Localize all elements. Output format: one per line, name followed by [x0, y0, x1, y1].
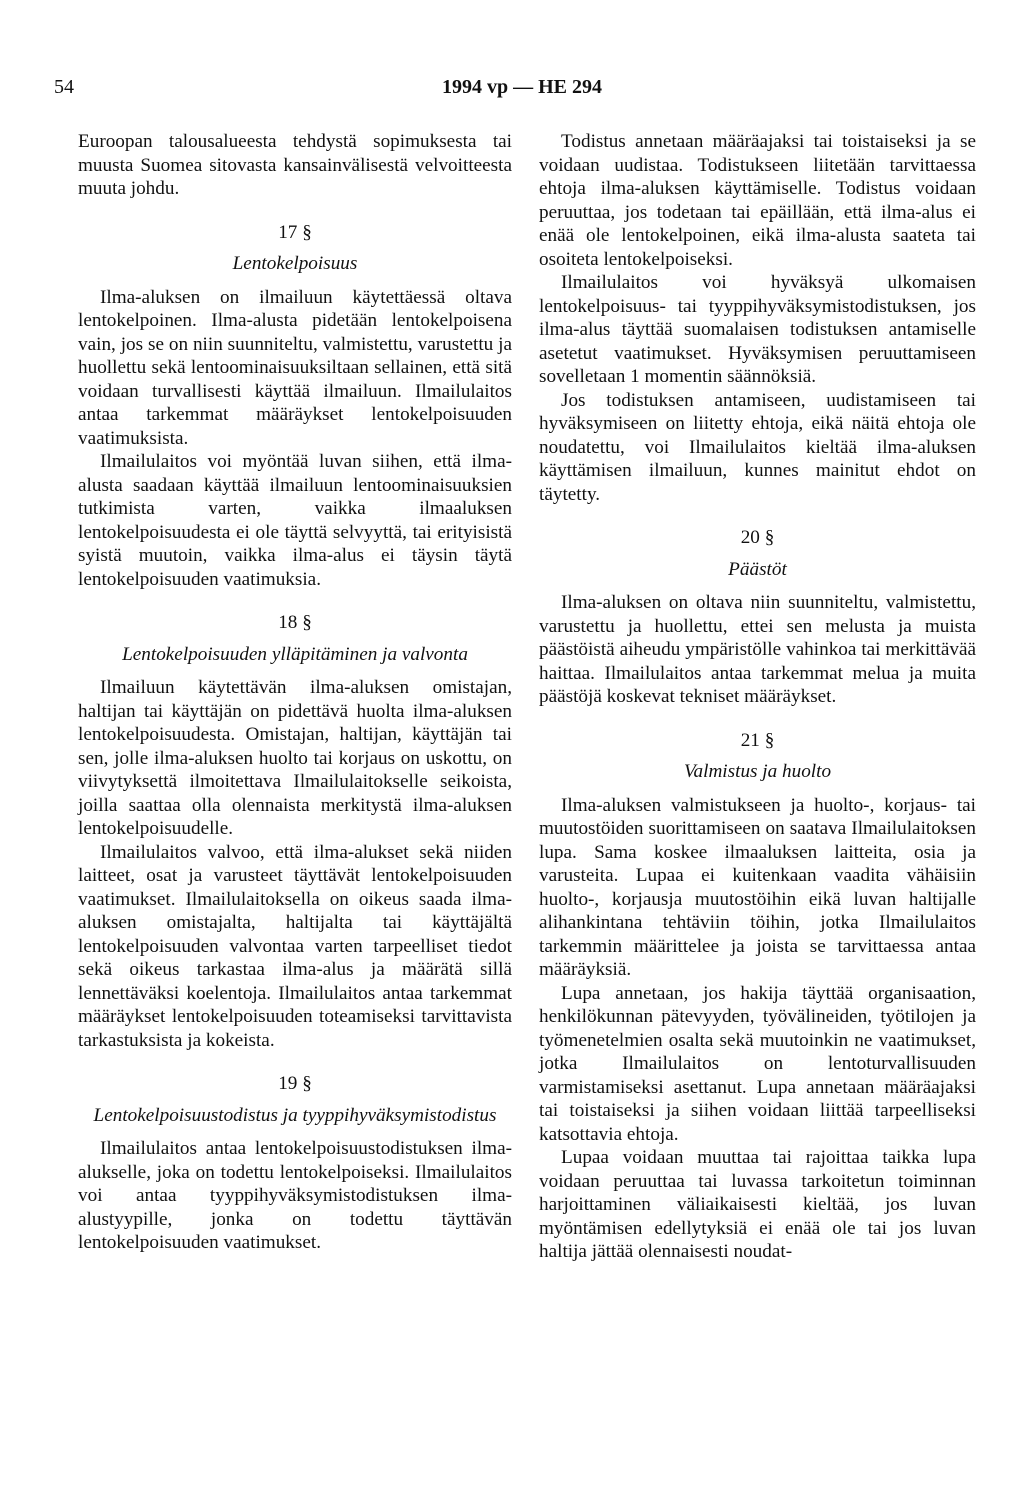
section-number: 17 § — [278, 221, 312, 243]
paragraph: Ilmailulaitos voi myöntää luvan siihen, että ilma-alusta saadaan käyttää ilmailuun lentoominaisuuksien tutkimista varten, vaikka ilmaaluksen lentokelpoisuudesta ei ole täyttä selvyyttä, tai erityisistä syistä muutoin, vaikka ilma-alus ei täysin täytä lentokelpoisuuden vaatimuksia. — [78, 451, 512, 590]
document-title: 1994 vp — HE 294 — [441, 76, 603, 98]
paragraph: Ilma-aluksen valmistukseen ja huolto-, korjaus- tai muutostöiden suorittamiseen on saatava Ilmailulaitoksen lupa. Sama koskee ilmaaluksen laitteita, osia ja varusteita. Lupaa ei kuitenkaan vaadita vähäisiin huolto-, korjausja muutostöihin eikä luvan haltijalle alihankintana tehtäviin töihin, jotka Ilmailulaitos tarkemmin määrittelee ja joista se tarvittaessa antaa määräyksiä. — [539, 794, 976, 980]
section-heading-17 — [78, 221, 512, 276]
paragraph: Ilmailuun käytettävän ilma-aluksen omistajan, haltijan tai käyttäjän on pidettävä huolta ilma-aluksen lentokelpoisuudesta. Omistajan, haltijan, käyttäjän tai sen, jolle ilma-aluksen huolto tai korjaus on uskottu, on viivytyksettä ilmoitettava Ilmailulaitokselle seikoista, joilla saattaa olla olennaista merkitystä ilma-aluksen lentokelpoisuudelle. — [78, 677, 512, 839]
section-heading-20 — [539, 526, 976, 581]
section-heading-18 — [78, 611, 512, 666]
section-number: 21 § — [740, 729, 775, 751]
page-number: 54 — [54, 76, 74, 98]
section-title: Valmistus ja huolto — [683, 761, 832, 782]
paragraph: Todistus annetaan määräajaksi tai toistaiseksi ja se voidaan uudistaa. Todistukseen liitetään tarvittaessa ehtoja ilma-aluksen käyttämiselle. Todistus voidaan peruuttaa, jos todetaan tai epäillään, että ilma-alus ei enää ole lentokelpoinen, eikä ilma-alusta saateta tai osoiteta lentokelpoiseksi. — [539, 131, 976, 270]
section-title: Lentokelpoisuus — [232, 253, 358, 274]
section-heading-21 — [539, 729, 976, 784]
paragraph: Ilmailulaitos antaa lentokelpoisuustodistuksen ilma-alukselle, joka on todettu lentokelpoiseksi. Ilmailulaitos voi antaa tyyppihyväksymistodistuksen ilma-alustyypille, jonka on todettu täyttävän lentokelpoisuuden vaatimukset. — [78, 1138, 512, 1253]
paragraph: Ilma-aluksen on ilmailuun käytettäessä oltava lentokelpoinen. Ilma-alusta pidetään lentokelpoisena vain, jos se on niin suunniteltu, valmistettu, varustettu ja huollettu sekä lentoominaisuuksiltaan sellainen, että sitä voidaan turvallisesti käyttää ilmailuun. Ilmailulaitos antaa tarkemmat määräykset lentokelpoisuuden vaatimuksista. — [78, 286, 512, 449]
section-title: Lentokelpoisuustodistus ja tyyppihyväksymistodistus — [93, 1104, 497, 1126]
paragraph: Ilmailulaitos valvoo, että ilma-alukset sekä niiden laitteet, osat ja varusteet täyttävät lentokelpoisuuden vaatimukset. Ilmailulaitoksella on oikeus saada ilma-aluksen omistajalta, haltijalta tai käyttäjältä lentokelpoisuuden valvontaa varten tarpeelliset tiedot sekä oikeus tarkastaa ilma-alus ja määrätä sillä lennettäväksi koelentoja. Ilmailulaitos antaa tarkemmat määräykset lentokelpoisuuden toteamiseksi tarvittavista tarkastuksista ja kokeista. — [78, 841, 512, 1051]
paragraph: Jos todistuksen antamiseen, uudistamiseen tai hyväksymiseen on liitetty ehtoja, eikä näitä ehtoja ole noudatettu, voi Ilmailulaitos kieltää ilma-aluksen käyttämisen ilmailuun, kunnes mainitut ehdot on täytetty. — [539, 389, 976, 505]
section-number: 19 § — [278, 1073, 312, 1094]
paragraph: Ilma-aluksen on oltava niin suunniteltu, valmistettu, varustettu ja huollettu, ettei sen melusta ja muista päästöistä aiheudu ympäristölle vahinkoa tai merkittävää haittaa. Ilmailulaitos antaa tarkemmat melua ja muita päästöjä koskevat tekniset määräykset. — [539, 592, 976, 707]
paragraph: Lupa annetaan, jos hakija täyttää organisaation, henkilökunnan pätevyyden, työvälineiden, työtilojen ja työmenetelmien osalta sekä muutoinkin ne vaatimukset, jotka Ilmailulaitos on lentoturvallisuuden varmistamiseksi asettanut. Lupa annetaan määräajaksi tai toistaiseksi ja siihen voidaan liittää tarpeelliseksi katsottavia ehtoja. — [539, 982, 976, 1145]
section-title: Lentokelpoisuuden ylläpitäminen ja valvonta — [122, 643, 468, 665]
paragraph: Lupaa voidaan muuttaa tai rajoittaa taikka lupa voidaan peruuttaa tai luvassa tarkoitetun toiminnan harjoittaminen väliaikaisesti kieltää, jos luvan myöntämisen edellytyksiä ei enää ole tai jos luvan haltija jättää olennaisesti noudat- — [539, 1147, 976, 1262]
paragraph: Euroopan talousalueesta tehdystä sopimuksesta tai muusta Suomea sitovasta kansainvälisestä velvoitteesta muuta johdu. — [78, 131, 512, 199]
right-column — [539, 130, 976, 1264]
left-column — [78, 130, 512, 1255]
section-heading-19 — [78, 1072, 512, 1127]
page-header — [54, 76, 990, 106]
section-number: 20 § — [740, 527, 775, 548]
paragraph: Ilmailulaitos voi hyväksyä ulkomaisen lentokelpoisuus- tai tyyppihyväksymistodistuksen, jos ilma-alus täyttää suomalaisen todistuksen antamiselle asetetut vaatimukset. Hyväksymisen peruuttamiseen sovelletaan 1 momentin säännöksiä. — [539, 272, 976, 387]
section-number: 18 § — [278, 612, 312, 633]
section-title: Päästöt — [728, 558, 787, 580]
